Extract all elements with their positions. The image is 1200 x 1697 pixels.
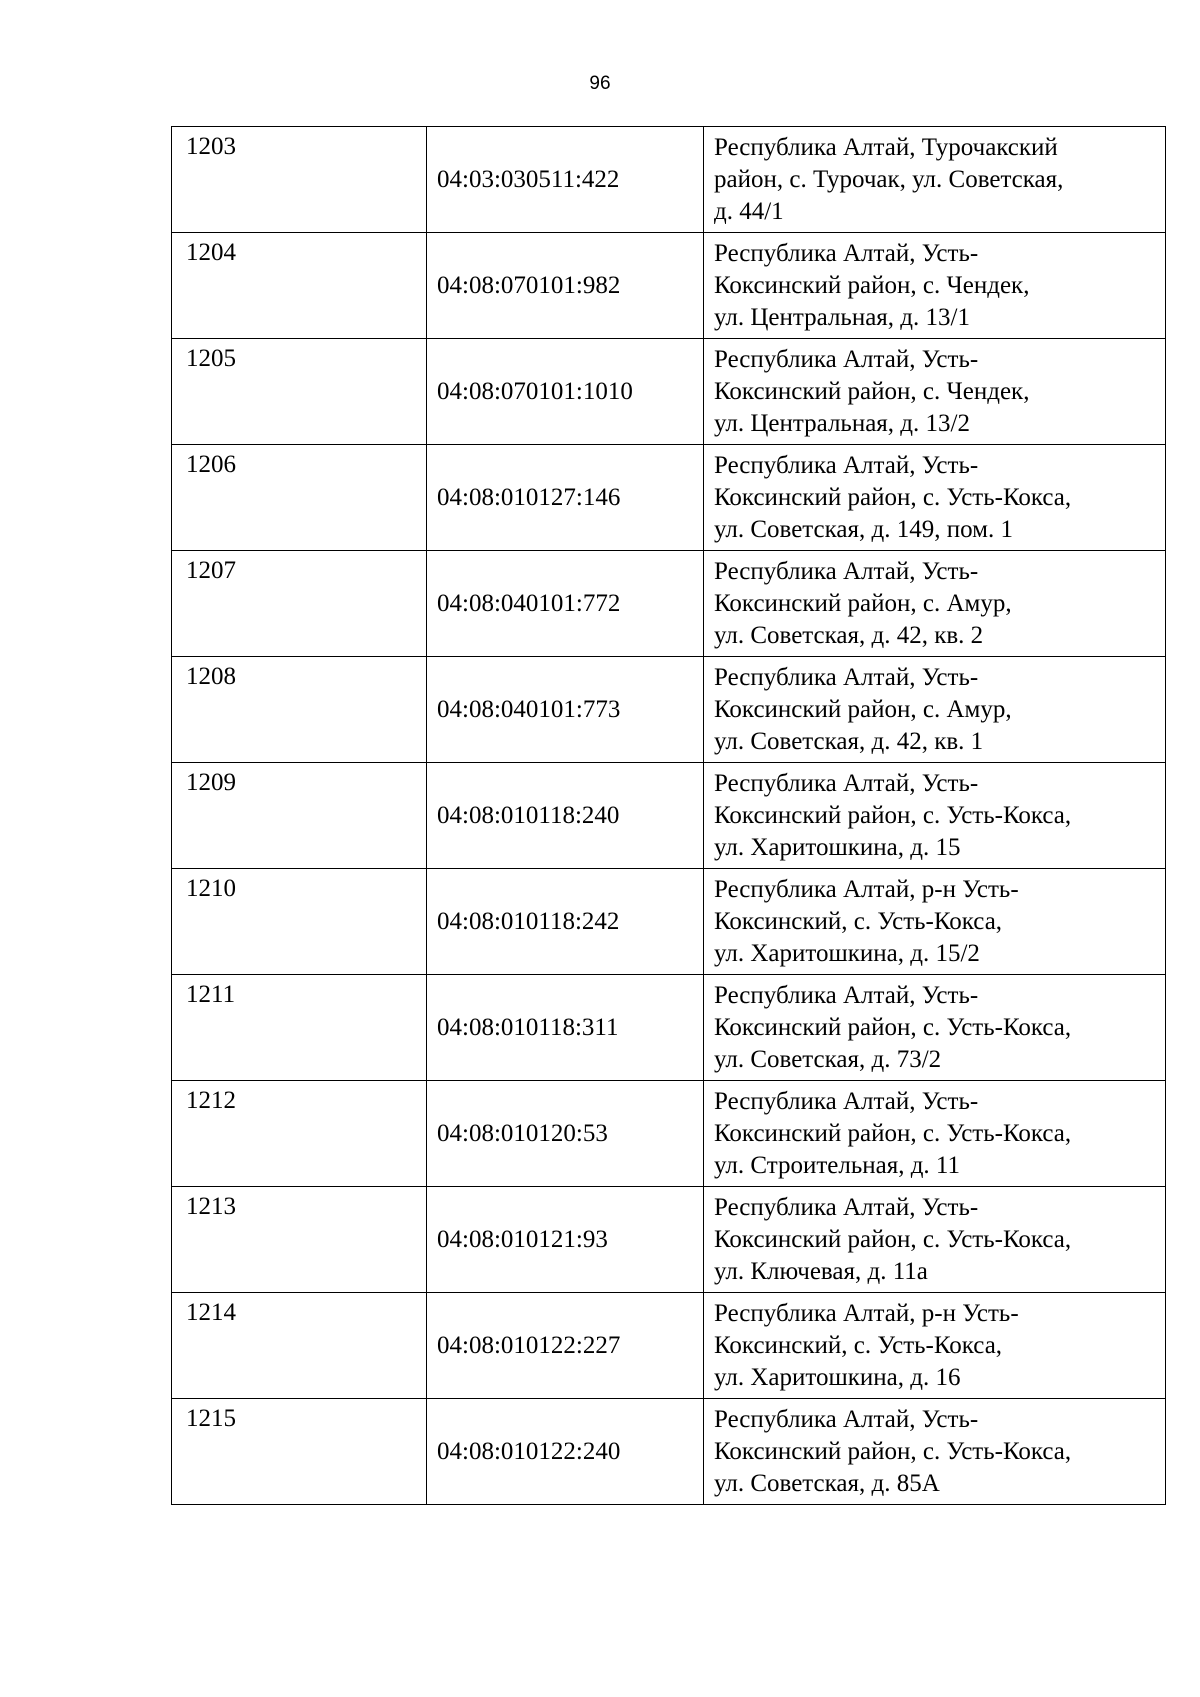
address-cell xyxy=(704,975,1166,1081)
table-row xyxy=(172,869,1166,975)
address-line: Республика Алтай, Усть- xyxy=(714,664,979,691)
address-line: Коксинский район, с. Усть-Кокса, xyxy=(714,1226,1072,1253)
row-number-cell: 1212 xyxy=(172,1081,427,1187)
address-line: Республика Алтай, Усть- xyxy=(714,346,979,373)
address-cell xyxy=(704,869,1166,975)
address-line: Коксинский район, с. Амур, xyxy=(714,696,1012,723)
address-line: ул. Советская, д. 42, кв. 2 xyxy=(714,622,984,649)
table-row xyxy=(172,551,1166,657)
cadastral-number-cell: 04:08:010122:227 xyxy=(427,1293,704,1399)
row-number-cell: 1215 xyxy=(172,1399,427,1505)
address-line: Коксинский район, с. Усть-Кокса, xyxy=(714,484,1072,511)
table-row xyxy=(172,1399,1166,1505)
table-row xyxy=(172,1187,1166,1293)
address-line: Республика Алтай, Усть- xyxy=(714,240,979,267)
row-number-cell: 1206 xyxy=(172,445,427,551)
cadastral-number-cell: 04:08:010127:146 xyxy=(427,445,704,551)
address-line: Республика Алтай, р-н Усть- xyxy=(714,876,1019,903)
address-line: Коксинский район, с. Усть-Кокса, xyxy=(714,802,1072,829)
address-line: Республика Алтай, Усть- xyxy=(714,770,979,797)
address-line: ул. Строительная, д. 11 xyxy=(714,1152,960,1179)
registry-table-body xyxy=(172,127,1166,1505)
address-line: Коксинский район, с. Чендек, xyxy=(714,378,1030,405)
address-line: ул. Центральная, д. 13/1 xyxy=(714,304,970,331)
address-cell xyxy=(704,339,1166,445)
address-line: Республика Алтай, Усть- xyxy=(714,452,979,479)
address-line: ул. Харитошкина, д. 15 xyxy=(714,834,961,861)
table-row xyxy=(172,445,1166,551)
address-line: ул. Советская, д. 42, кв. 1 xyxy=(714,728,984,755)
address-line: Республика Алтай, Усть- xyxy=(714,982,979,1009)
cadastral-number-cell: 04:03:030511:422 xyxy=(427,127,704,233)
cadastral-number-cell: 04:08:010120:53 xyxy=(427,1081,704,1187)
address-line: Коксинский район, с. Чендек, xyxy=(714,272,1030,299)
table-row xyxy=(172,339,1166,445)
cadastral-number-cell: 04:08:010118:311 xyxy=(427,975,704,1081)
row-number-cell: 1204 xyxy=(172,233,427,339)
address-line: ул. Советская, д. 73/2 xyxy=(714,1046,942,1073)
address-line: ул. Харитошкина, д. 16 xyxy=(714,1364,961,1391)
address-cell xyxy=(704,763,1166,869)
address-line: Коксинский, с. Усть-Кокса, xyxy=(714,908,1003,935)
address-line: ул. Советская, д. 85А xyxy=(714,1470,940,1497)
cadastral-number-cell: 04:08:040101:773 xyxy=(427,657,704,763)
address-line: Республика Алтай, р-н Усть- xyxy=(714,1300,1019,1327)
cadastral-number-cell: 04:08:070101:1010 xyxy=(427,339,704,445)
address-line: Коксинский район, с. Амур, xyxy=(714,590,1012,617)
address-line: Коксинский район, с. Усть-Кокса, xyxy=(714,1014,1072,1041)
table-row xyxy=(172,233,1166,339)
address-line: Республика Алтай, Усть- xyxy=(714,1406,979,1433)
cadastral-number-cell: 04:08:010122:240 xyxy=(427,1399,704,1505)
address-line: Республика Алтай, Усть- xyxy=(714,1194,979,1221)
table-row xyxy=(172,975,1166,1081)
registry-table xyxy=(171,126,1166,1505)
table-row xyxy=(172,1293,1166,1399)
table-row xyxy=(172,763,1166,869)
cadastral-number-cell: 04:08:070101:982 xyxy=(427,233,704,339)
address-cell xyxy=(704,127,1166,233)
address-line: ул. Ключевая, д. 11а xyxy=(714,1258,928,1285)
cadastral-number-cell: 04:08:040101:772 xyxy=(427,551,704,657)
row-number-cell: 1209 xyxy=(172,763,427,869)
address-cell xyxy=(704,1399,1166,1505)
address-line: ул. Харитошкина, д. 15/2 xyxy=(714,940,980,967)
address-line: ул. Центральная, д. 13/2 xyxy=(714,410,970,437)
address-cell xyxy=(704,657,1166,763)
cadastral-number-cell: 04:08:010118:242 xyxy=(427,869,704,975)
row-number-cell: 1213 xyxy=(172,1187,427,1293)
address-line: Коксинский район, с. Усть-Кокса, xyxy=(714,1438,1072,1465)
row-number-cell: 1207 xyxy=(172,551,427,657)
address-cell xyxy=(704,233,1166,339)
row-number-cell: 1211 xyxy=(172,975,427,1081)
address-line: Коксинский, с. Усть-Кокса, xyxy=(714,1332,1003,1359)
address-line: ул. Советская, д. 149, пом. 1 xyxy=(714,516,1013,543)
row-number-cell: 1205 xyxy=(172,339,427,445)
table-row xyxy=(172,127,1166,233)
row-number-cell: 1203 xyxy=(172,127,427,233)
address-cell xyxy=(704,551,1166,657)
row-number-cell: 1214 xyxy=(172,1293,427,1399)
address-line: д. 44/1 xyxy=(714,198,784,225)
row-number-cell: 1210 xyxy=(172,869,427,975)
cadastral-number-cell: 04:08:010118:240 xyxy=(427,763,704,869)
address-line: Коксинский район, с. Усть-Кокса, xyxy=(714,1120,1072,1147)
table-row xyxy=(172,1081,1166,1187)
page-number: 96 xyxy=(589,73,611,94)
address-line: Республика Алтай, Турочакский xyxy=(714,134,1058,161)
row-number-cell: 1208 xyxy=(172,657,427,763)
address-line: Республика Алтай, Усть- xyxy=(714,1088,979,1115)
address-cell xyxy=(704,1081,1166,1187)
address-cell xyxy=(704,445,1166,551)
address-line: Республика Алтай, Усть- xyxy=(714,558,979,585)
address-line: район, с. Турочак, ул. Советская, xyxy=(714,166,1064,193)
address-cell xyxy=(704,1187,1166,1293)
address-cell xyxy=(704,1293,1166,1399)
table-row xyxy=(172,657,1166,763)
cadastral-number-cell: 04:08:010121:93 xyxy=(427,1187,704,1293)
